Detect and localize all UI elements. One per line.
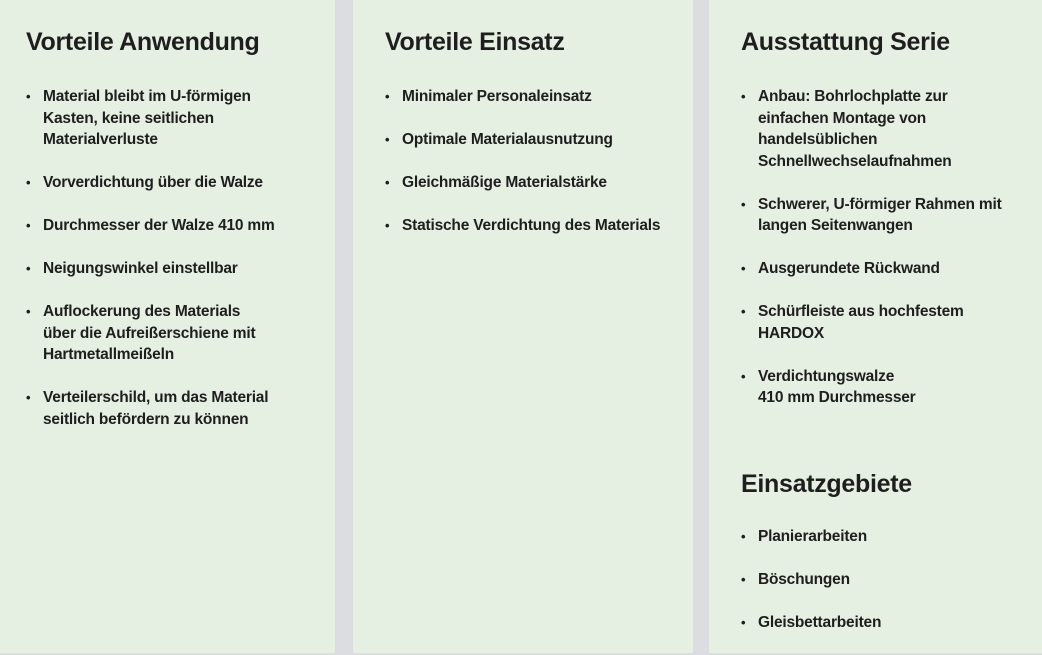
list-item: • Gleichmäßige Materialstärke xyxy=(385,172,660,194)
list-item: • Material bleibt im U-förmigen Kasten, keine seitlichen Materialverluste xyxy=(26,86,275,151)
column-vorteile-anwendung xyxy=(0,0,335,653)
feature-list xyxy=(26,86,275,452)
list-item: • Minimaler Personaleinsatz xyxy=(385,86,660,108)
feature-list xyxy=(741,86,1031,430)
list-item: • Anbau: Bohrlochplatte zur einfachen Montage von handelsüblichen Schnellwechselaufnahmen xyxy=(741,86,1031,172)
subsection-title: Einsatzgebiete xyxy=(741,470,912,498)
list-item: • Auflockerung des Materials über die Aufreißerschiene mit Hartmetallmeißeln xyxy=(26,301,275,366)
section-title: Vorteile Anwendung xyxy=(26,28,260,56)
list-item: • Neigungswinkel einstellbar xyxy=(26,258,275,280)
list-item: • Schürfleiste aus hochfestem HARDOX xyxy=(741,301,1031,344)
column-vorteile-einsatz xyxy=(353,0,693,653)
list-item: • Statische Verdichtung des Materials xyxy=(385,215,660,237)
list-item: • Verteilerschild, um das Material seitlich befördern zu können xyxy=(26,387,275,430)
list-item: • Ausgerundete Rückwand xyxy=(741,258,1031,280)
list-item: • Durchmesser der Walze 410 mm xyxy=(26,215,275,237)
column-ausstattung-serie xyxy=(709,0,1042,653)
list-item: • Verdichtungswalze 410 mm Durchmesser xyxy=(741,366,1031,409)
list-item: • Gleisbettarbeiten xyxy=(741,612,881,634)
section-title: Ausstattung Serie xyxy=(741,28,950,56)
application-list xyxy=(741,526,881,655)
section-title: Vorteile Einsatz xyxy=(385,28,565,56)
feature-list xyxy=(385,86,660,258)
list-item: • Böschungen xyxy=(741,569,881,591)
list-item: • Vorverdichtung über die Walze xyxy=(26,172,275,194)
list-item: • Schwerer, U-förmiger Rahmen mit langen Seitenwangen xyxy=(741,194,1031,237)
list-item: • Planierarbeiten xyxy=(741,526,881,548)
list-item: • Optimale Materialausnutzung xyxy=(385,129,660,151)
